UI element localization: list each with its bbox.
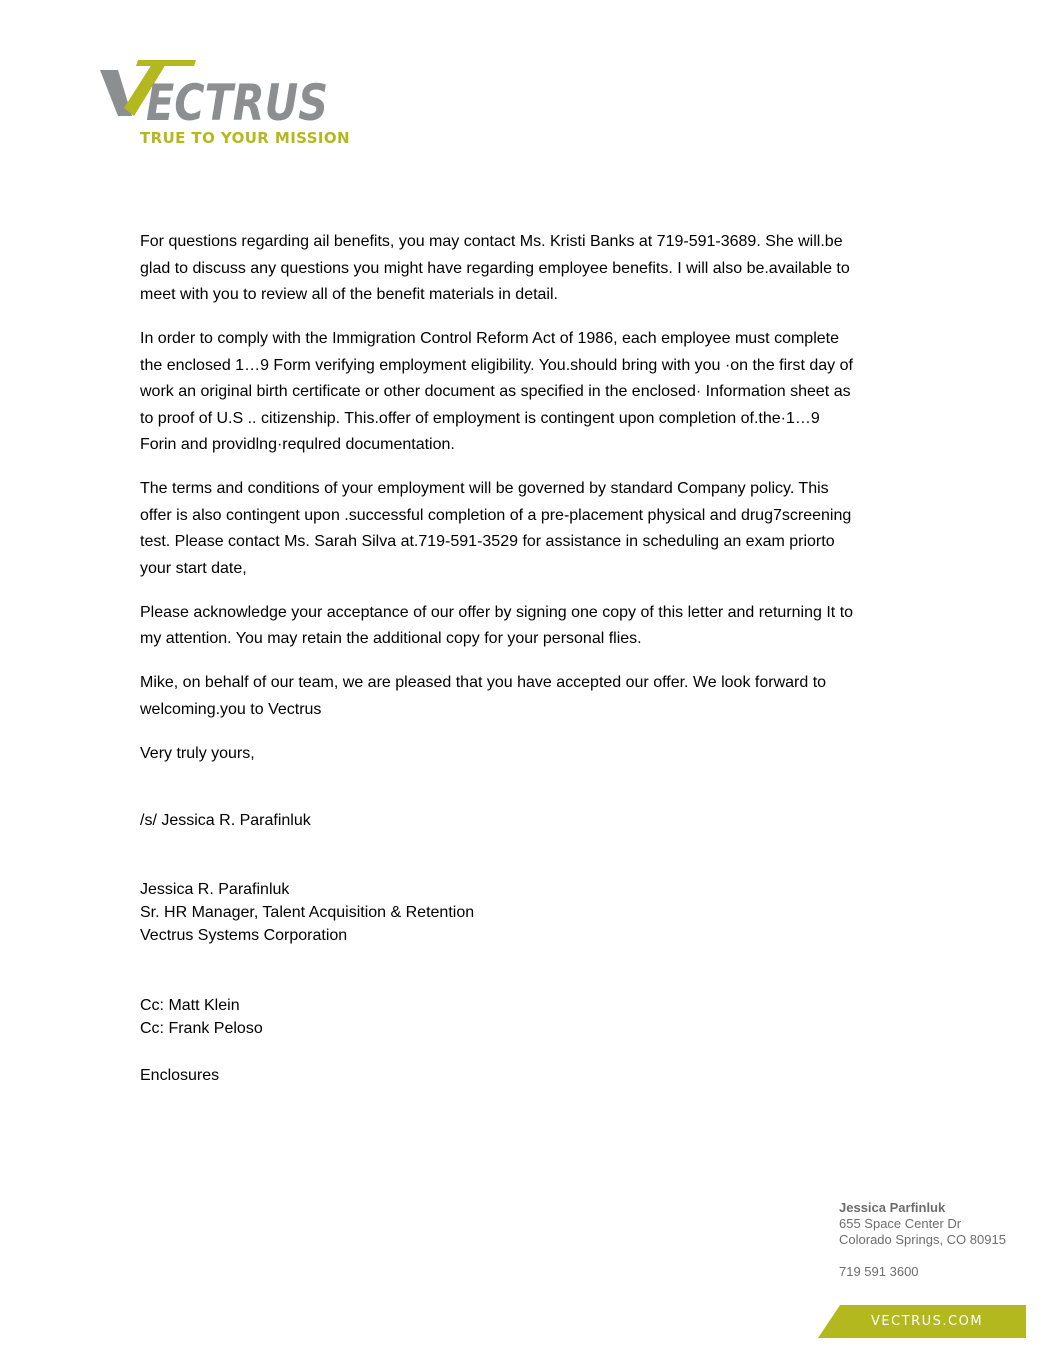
- paragraph-acknowledge: Please acknowledge your acceptance of our offer by signing one copy of this letter and returning It to my attention. You may retain the additional copy for your personal flies.: [140, 603, 854, 647]
- electronic-signature: [140, 809, 311, 832]
- enclosures: [140, 1064, 219, 1087]
- footer-address-line1: 655 Space Center Dr: [839, 1216, 962, 1231]
- cc-item: Cc: Frank Peloso: [140, 1020, 263, 1037]
- paragraph-immigration: In order to comply with the Immigration Control Reform Act of 1986, each employee must complete the enclosed 1…9 Form verifying employment eligibility. You.should bring with you ·on the first day of work an original birth certificate or other document as specified in the enclosed· Information sheet as to proof of U.S .. citizenship. This.offer of employment is contingent upon completion of.the·1…9 Forin and providlng·requlred documentation.: [140, 330, 853, 453]
- signature-line: /s/ Jessica R. Parafinluk: [140, 812, 311, 829]
- cc-item: Cc: Matt Klein: [140, 997, 240, 1014]
- letter-body: [140, 229, 860, 785]
- paragraph-terms: The terms and conditions of your employment will be governed by standard Company policy. This offer is also contingent upon .successful completion of a pre-placement physical and drug7screening test. Please contact Ms. Sarah Silva at.719-591-3529 for assistance in scheduling an exam priorto your start date,: [140, 480, 852, 577]
- signer-name: Jessica R. Parafinluk: [140, 881, 290, 898]
- paragraph-welcome: Mike, on behalf of our team, we are pleased that you have accepted our offer. We look forward to welcoming.you to Vectrus: [140, 674, 827, 718]
- footer-contact: [839, 1200, 1006, 1280]
- paragraph-benefits: For questions regarding ail benefits, you may contact Ms. Kristi Banks at 719-591-3689. She will.be glad to discuss any questions you might have regarding employee benefits. I will also be.available to meet with you to review all of the benefit materials in detail.: [140, 233, 850, 303]
- vectrus-logo-mark: [98, 58, 358, 128]
- footer-address-line2: Colorado Springs, CO 80915: [839, 1232, 1006, 1247]
- signature-block: [140, 878, 474, 947]
- signer-title: Sr. HR Manager, Talent Acquisition & Retention: [140, 904, 475, 921]
- signer-company: Vectrus Systems Corporation: [140, 927, 348, 944]
- footer-phone: 719 591 3600: [839, 1264, 919, 1279]
- footer-name: Jessica Parfinluk: [839, 1200, 946, 1215]
- footer-url-band: [818, 1305, 1026, 1338]
- logo-tagline: TRUE TO YOUR MISSION: [140, 129, 350, 147]
- footer-url[interactable]: VECTRUS.COM: [870, 1314, 984, 1329]
- vectrus-logo: [98, 58, 358, 158]
- closing: Very truly yours,: [140, 744, 255, 762]
- cc-list: [140, 994, 263, 1040]
- svg-text:ECTRUS: ECTRUS: [146, 74, 328, 128]
- enclosures-label: Enclosures: [140, 1067, 220, 1084]
